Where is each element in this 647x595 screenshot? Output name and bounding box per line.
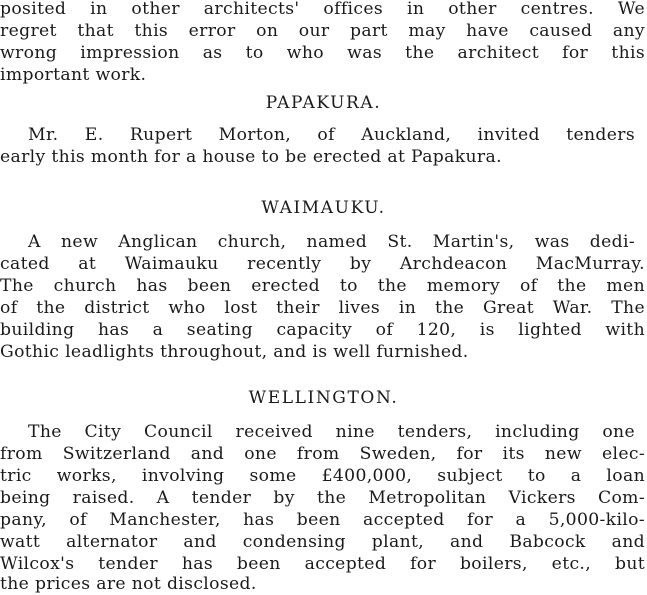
section-heading-wellington: WELLINGTON.	[248, 388, 399, 408]
text-line: The church has been erected to the memory of the men	[0, 276, 645, 296]
text-line: building has a seating capacity of 120, is lighted with	[0, 320, 645, 340]
text-line: posited in other architects' offices in other centres. We	[0, 0, 645, 19]
text-line: cated at Waimauku recently by Archdeacon MacMurray.	[0, 254, 645, 274]
text-line: the prices are not disclosed.	[0, 574, 257, 594]
text-line: watt alternator and condensing plant, and Babcock and	[0, 532, 645, 552]
text-line: Wilcox's tender has been accepted for boilers, etc., but	[0, 554, 645, 574]
text-line: from Switzerland and one from Sweden, for its new elec-	[0, 444, 645, 464]
text-line: of the district who lost their lives in the Great War. The	[0, 298, 645, 318]
text-line: Gothic leadlights throughout, and is well furnished.	[0, 342, 469, 362]
section-heading-waimauku: WAIMAUKU.	[261, 198, 386, 218]
text-line: pany, of Manchester, has been accepted for a 5,000-kilo-	[0, 510, 645, 530]
text-line: tric works, involving some £400,000, subject to a loan	[0, 466, 645, 486]
text-line: Mr. E. Rupert Morton, of Auckland, invited tenders	[28, 125, 635, 145]
text-line: wrong impression as to who was the architect for this	[0, 43, 645, 63]
text-line: The City Council received nine tenders, including one	[28, 422, 635, 442]
text-line: regret that this error on our part may have caused any	[0, 21, 645, 41]
section-heading-papakura: PAPAKURA.	[265, 93, 382, 113]
text-line: important work.	[0, 65, 147, 85]
text-line: being raised. A tender by the Metropolitan Vickers Com-	[0, 488, 645, 508]
text-line: early this month for a house to be erected at Papakura.	[0, 147, 502, 167]
text-line: A new Anglican church, named St. Martin's, was dedi-	[28, 232, 635, 252]
